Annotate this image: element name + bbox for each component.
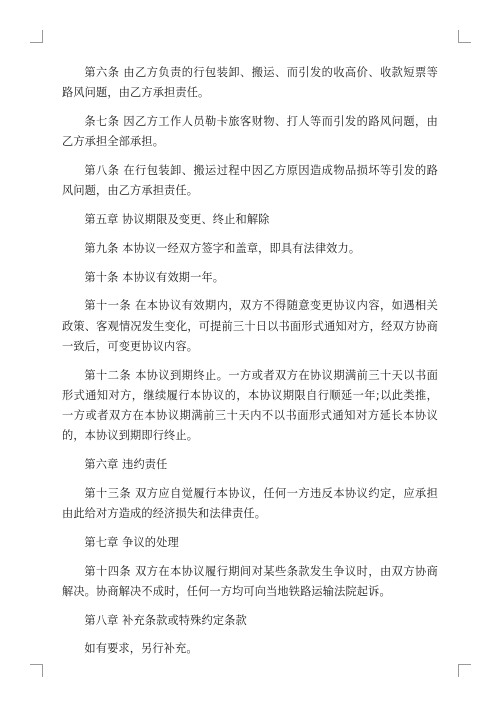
document-body (62, 63, 438, 668)
article-13: 第十三条 双方应自觉履行本协议，任何一方违反本协议约定，应承担由此给对方造成的经济损失和法律责任。 (62, 486, 438, 520)
crop-mark-bottom-left (30, 664, 43, 677)
article-12: 第十二条 本协议到期终止。一方或者双方在协议期满前三十天以书面形式通知对方，继续履行本协议的，本协议期限自行顺延一年;以此类推，一方或者双方在本协议期满前三十天内不以书面形式通知对方延长本协议的，本协议到期即行终止。 (62, 368, 438, 443)
crop-mark-top-right (458, 30, 471, 43)
crop-mark-top-left (30, 30, 43, 43)
article-11: 第十一条 在本协议有效期内，双方不得随意变更协议内容，如遇相关政策、客观情况发生变化，可提前三十日以书面形式通知对方，经双方协商一致后，可变更协议内容。 (62, 299, 438, 353)
chapter-6-heading: 第六章 违约责任 (84, 458, 168, 471)
chapter-7-heading: 第七章 争议的处理 (84, 535, 179, 549)
article-14: 第十四条 双方在本协议履行期间对某些条款发生争议时，由双方协商解决。协商解决不成时，任何一方均可向当地铁路运输法院起诉。 (62, 564, 438, 598)
article-10: 第十条 本协议有效期一年。 (84, 270, 225, 284)
article-8: 第八条 在行包装卸、搬运过程中因乙方原因造成物品损坏等引发的路风问题，由乙方承担责任。 (62, 164, 438, 198)
chapter-5-heading: 第五章 协议期限及变更、终止和解除 (84, 213, 270, 226)
crop-mark-bottom-right (458, 664, 471, 677)
article-6: 第六条 由乙方负责的行包装卸、搬运、而引发的收高价、收款短票等路风问题，由乙方承担责任。 (62, 66, 438, 100)
chapter-8-heading: 第八章 补充条款或特殊约定条款 (84, 613, 247, 627)
supplement-note: 如有要求，另行补充。 (84, 642, 198, 656)
article-9: 第九条 本协议一经双方签字和盖章，即具有法律效力。 (84, 241, 361, 255)
article-7: 条七条 因乙方工作人员勒卡旅客财物、打人等而引发的路风问题，由乙方承担全部承担。 (62, 115, 438, 149)
